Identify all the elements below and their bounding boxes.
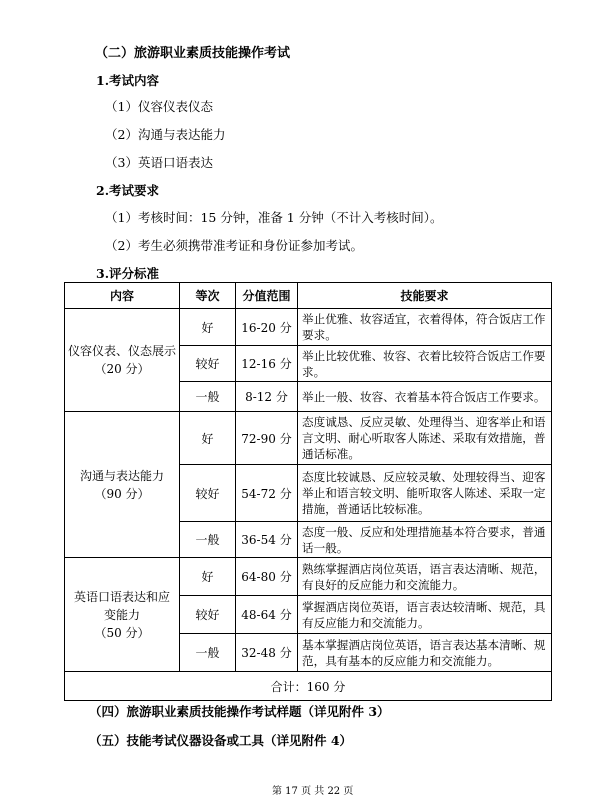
range-cell: 32-48 分 xyxy=(236,634,298,672)
scoring-title: 3.评分标准 xyxy=(96,266,160,281)
grade-cell: 一般 xyxy=(180,382,236,412)
requirement-cell: 熟练掌握酒店岗位英语，语言表达清晰、规范，有良好的反应能力和交流能力。 xyxy=(298,558,552,596)
exam-content-item-2: （2）沟通与表达能力 xyxy=(105,127,226,142)
content-line: 沟通与表达能力 xyxy=(79,468,164,483)
header-content: 内容 xyxy=(65,283,180,309)
section-heading-5: （五）技能考试仪器设备或工具（详见附件 4） xyxy=(89,733,353,748)
table-row xyxy=(65,558,552,596)
content-line: 变能力 xyxy=(103,607,140,622)
range-cell: 12-16 分 xyxy=(236,346,298,382)
header-range: 分值范围 xyxy=(236,283,298,309)
content-cell xyxy=(65,309,180,412)
range-cell: 54-72 分 xyxy=(236,465,298,522)
section-heading-2: （二）旅游职业素质技能操作考试 xyxy=(95,46,291,61)
requirement-cell: 举止比较优雅、妆容、衣着比较符合饭店工作要求。 xyxy=(298,346,552,382)
grade-cell: 一般 xyxy=(180,634,236,672)
section-heading-4: （四）旅游职业素质技能操作考试样题（详见附件 3） xyxy=(89,704,390,719)
requirement-cell: 态度比较诚恳、反应较灵敏、处理较得当、迎客举止和语言较文明、能听取客人陈述、采取一定措施，普通话比较标准。 xyxy=(298,465,552,522)
range-cell: 36-54 分 xyxy=(236,522,298,558)
content-line: 英语口语表达和应 xyxy=(73,589,170,604)
exam-requirement-1: （1）考核时间：15 分钟，准备 1 分钟（不计入考核时间）。 xyxy=(105,210,443,225)
requirement-cell: 举止优雅、妆容适宜，衣着得体，符合饭店工作要求。 xyxy=(298,309,552,346)
requirement-cell: 态度诚恳、反应灵敏、处理得当、迎客举止和语言文明、耐心听取客人陈述、采取有效措施，普通话标准。 xyxy=(298,412,552,465)
range-cell: 8-12 分 xyxy=(236,382,298,412)
content-line: （20 分） xyxy=(94,362,150,376)
range-cell: 16-20 分 xyxy=(236,309,298,346)
requirement-cell: 掌握酒店岗位英语，语言表达较清晰、规范，具有反应能力和交流能力。 xyxy=(298,596,552,634)
content-line: （50 分） xyxy=(94,625,150,640)
content-line: （90 分） xyxy=(94,486,150,501)
exam-content-item-3: （3）英语口语表达 xyxy=(105,155,213,170)
content-line: 仪容仪表、仪态展示 xyxy=(67,344,176,358)
total-cell: 合计：160 分 xyxy=(65,672,552,701)
exam-requirement-2: （2）考生必须携带准考证和身份证参加考试。 xyxy=(105,238,363,253)
grade-cell: 好 xyxy=(180,309,236,346)
range-cell: 72-90 分 xyxy=(236,412,298,465)
exam-content-item-1: （1）仪容仪表仪态 xyxy=(105,99,213,114)
table-row xyxy=(65,309,552,346)
grade-cell: 好 xyxy=(180,412,236,465)
scoring-table xyxy=(64,282,552,701)
content-cell xyxy=(65,412,180,558)
table-total-row xyxy=(65,672,552,701)
table-row xyxy=(65,412,552,465)
grade-cell: 较好 xyxy=(180,465,236,522)
range-cell: 48-64 分 xyxy=(236,596,298,634)
requirement-cell: 态度一般、反应和处理措施基本符合要求，普通话一般。 xyxy=(298,522,552,558)
grade-cell: 一般 xyxy=(180,522,236,558)
header-grade: 等次 xyxy=(180,283,236,309)
grade-cell: 较好 xyxy=(180,596,236,634)
grade-cell: 好 xyxy=(180,558,236,596)
table-header-row xyxy=(65,283,552,309)
requirement-cell: 举止一般、妆容、衣着基本符合饭店工作要求。 xyxy=(298,382,552,412)
content-cell xyxy=(65,558,180,672)
exam-content-title: 1.考试内容 xyxy=(96,73,160,88)
requirement-cell: 基本掌握酒店岗位英语，语言表达基本清晰、规范，具有基本的反应能力和交流能力。 xyxy=(298,634,552,672)
grade-cell: 较好 xyxy=(180,346,236,382)
header-requirement: 技能要求 xyxy=(298,283,552,309)
exam-requirements-title: 2.考试要求 xyxy=(96,183,160,198)
range-cell: 64-80 分 xyxy=(236,558,298,596)
page-footer: 第 17 页 共 22 页 xyxy=(272,786,354,797)
